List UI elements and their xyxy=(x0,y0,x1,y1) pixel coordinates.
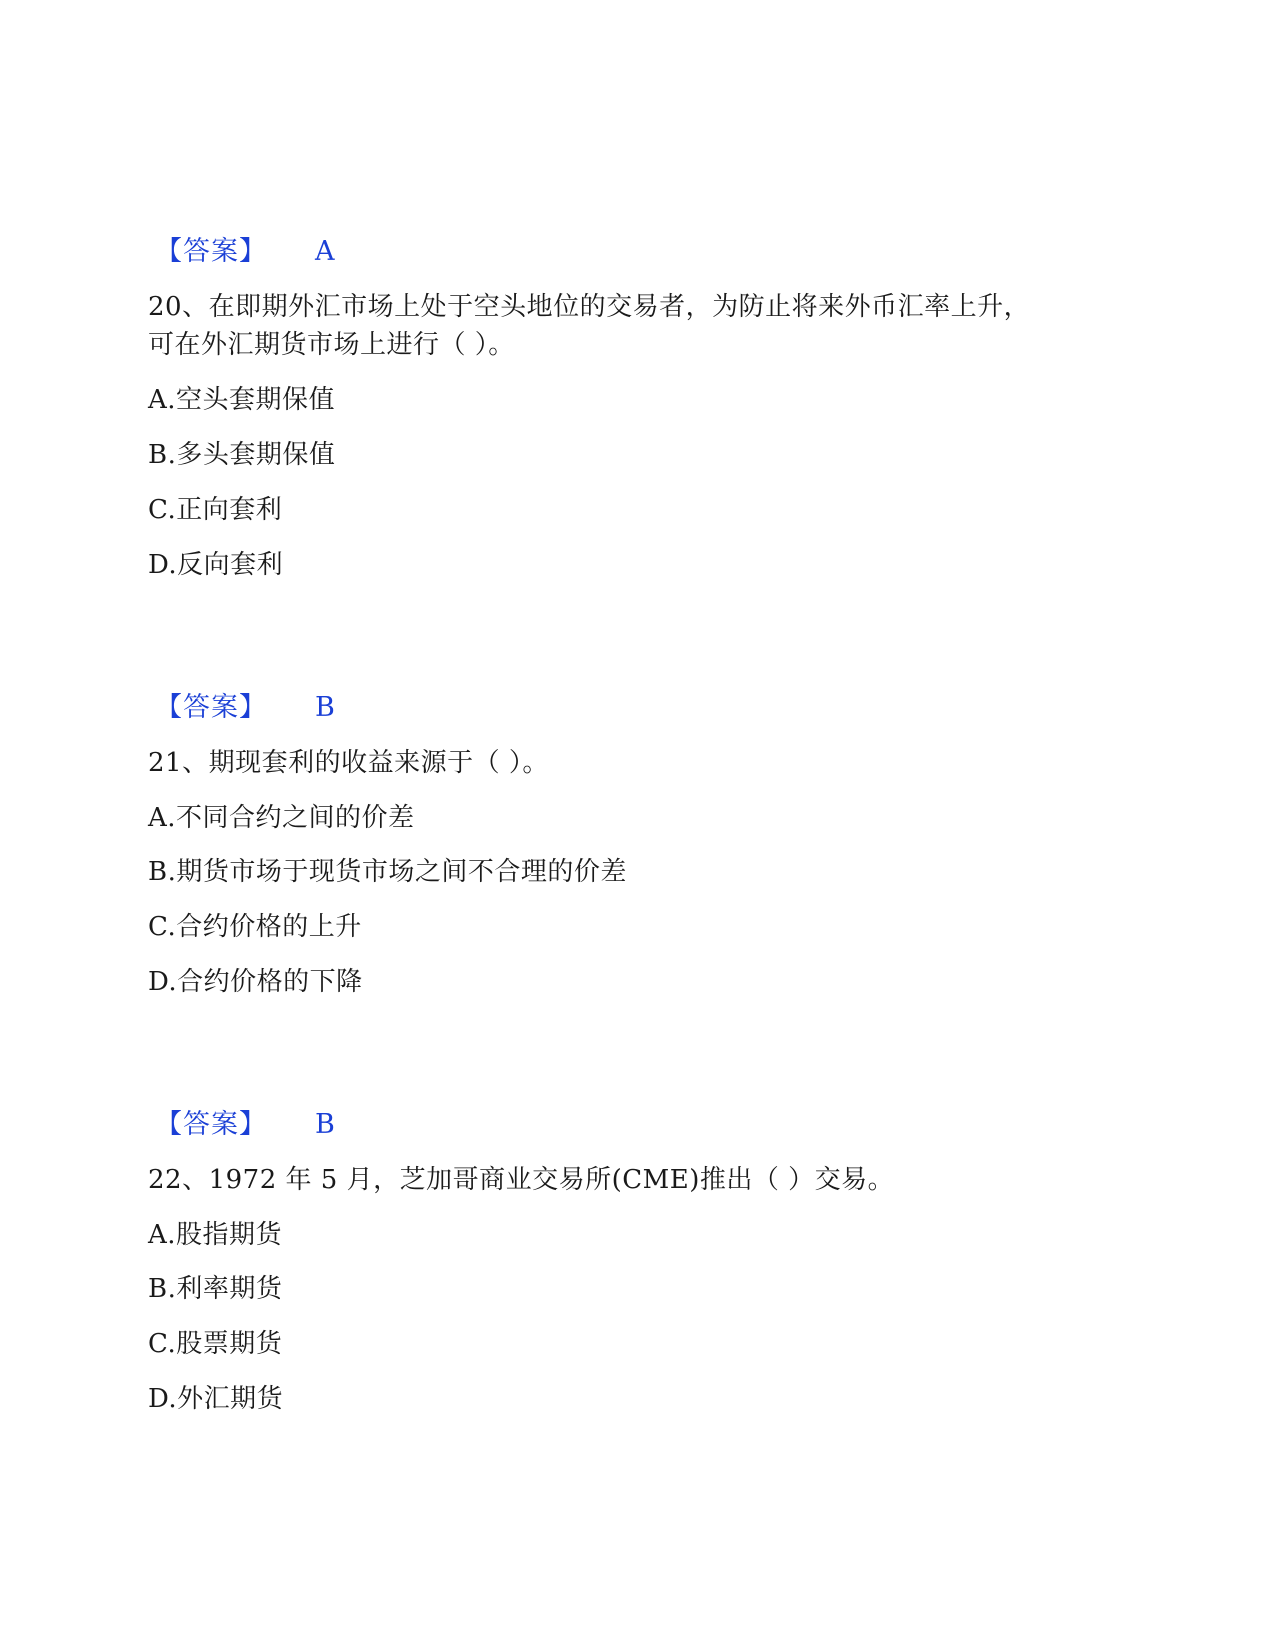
answer-line xyxy=(155,232,335,272)
option-b: B.多头套期保值 xyxy=(148,440,336,470)
answer-value: A xyxy=(315,236,335,267)
answer-line xyxy=(155,1105,335,1145)
answer-label: 【答案】 xyxy=(155,1109,267,1140)
option-c: C.合约价格的上升 xyxy=(148,912,362,942)
answer-value: B xyxy=(315,692,335,723)
option-b: B.利率期货 xyxy=(148,1274,283,1304)
answer-label: 【答案】 xyxy=(155,236,267,267)
option-a: A.不同合约之间的价差 xyxy=(148,803,415,833)
answer-value: B xyxy=(315,1109,335,1140)
question-text: 21、期现套利的收益来源于（ ）。 xyxy=(148,748,549,778)
option-a: A.空头套期保值 xyxy=(148,385,336,415)
question-text: 20、在即期外汇市场上处于空头地位的交易者，为防止将来外币汇率上升， xyxy=(148,292,1031,322)
option-b: B.期货市场于现货市场之间不合理的价差 xyxy=(148,857,627,887)
option-d: D.合约价格的下降 xyxy=(148,967,363,997)
question-text: 可在外汇期货市场上进行（ ）。 xyxy=(148,330,515,360)
option-a: A.股指期货 xyxy=(148,1220,283,1250)
option-c: C.正向套利 xyxy=(148,495,283,525)
answer-line xyxy=(155,688,335,728)
option-c: C.股票期货 xyxy=(148,1329,283,1359)
option-d: D.外汇期货 xyxy=(148,1384,284,1414)
option-d: D.反向套利 xyxy=(148,550,284,580)
answer-label: 【答案】 xyxy=(155,692,267,723)
question-text: 22、1972 年 5 月，芝加哥商业交易所(CME)推出（ ）交易。 xyxy=(148,1165,895,1195)
